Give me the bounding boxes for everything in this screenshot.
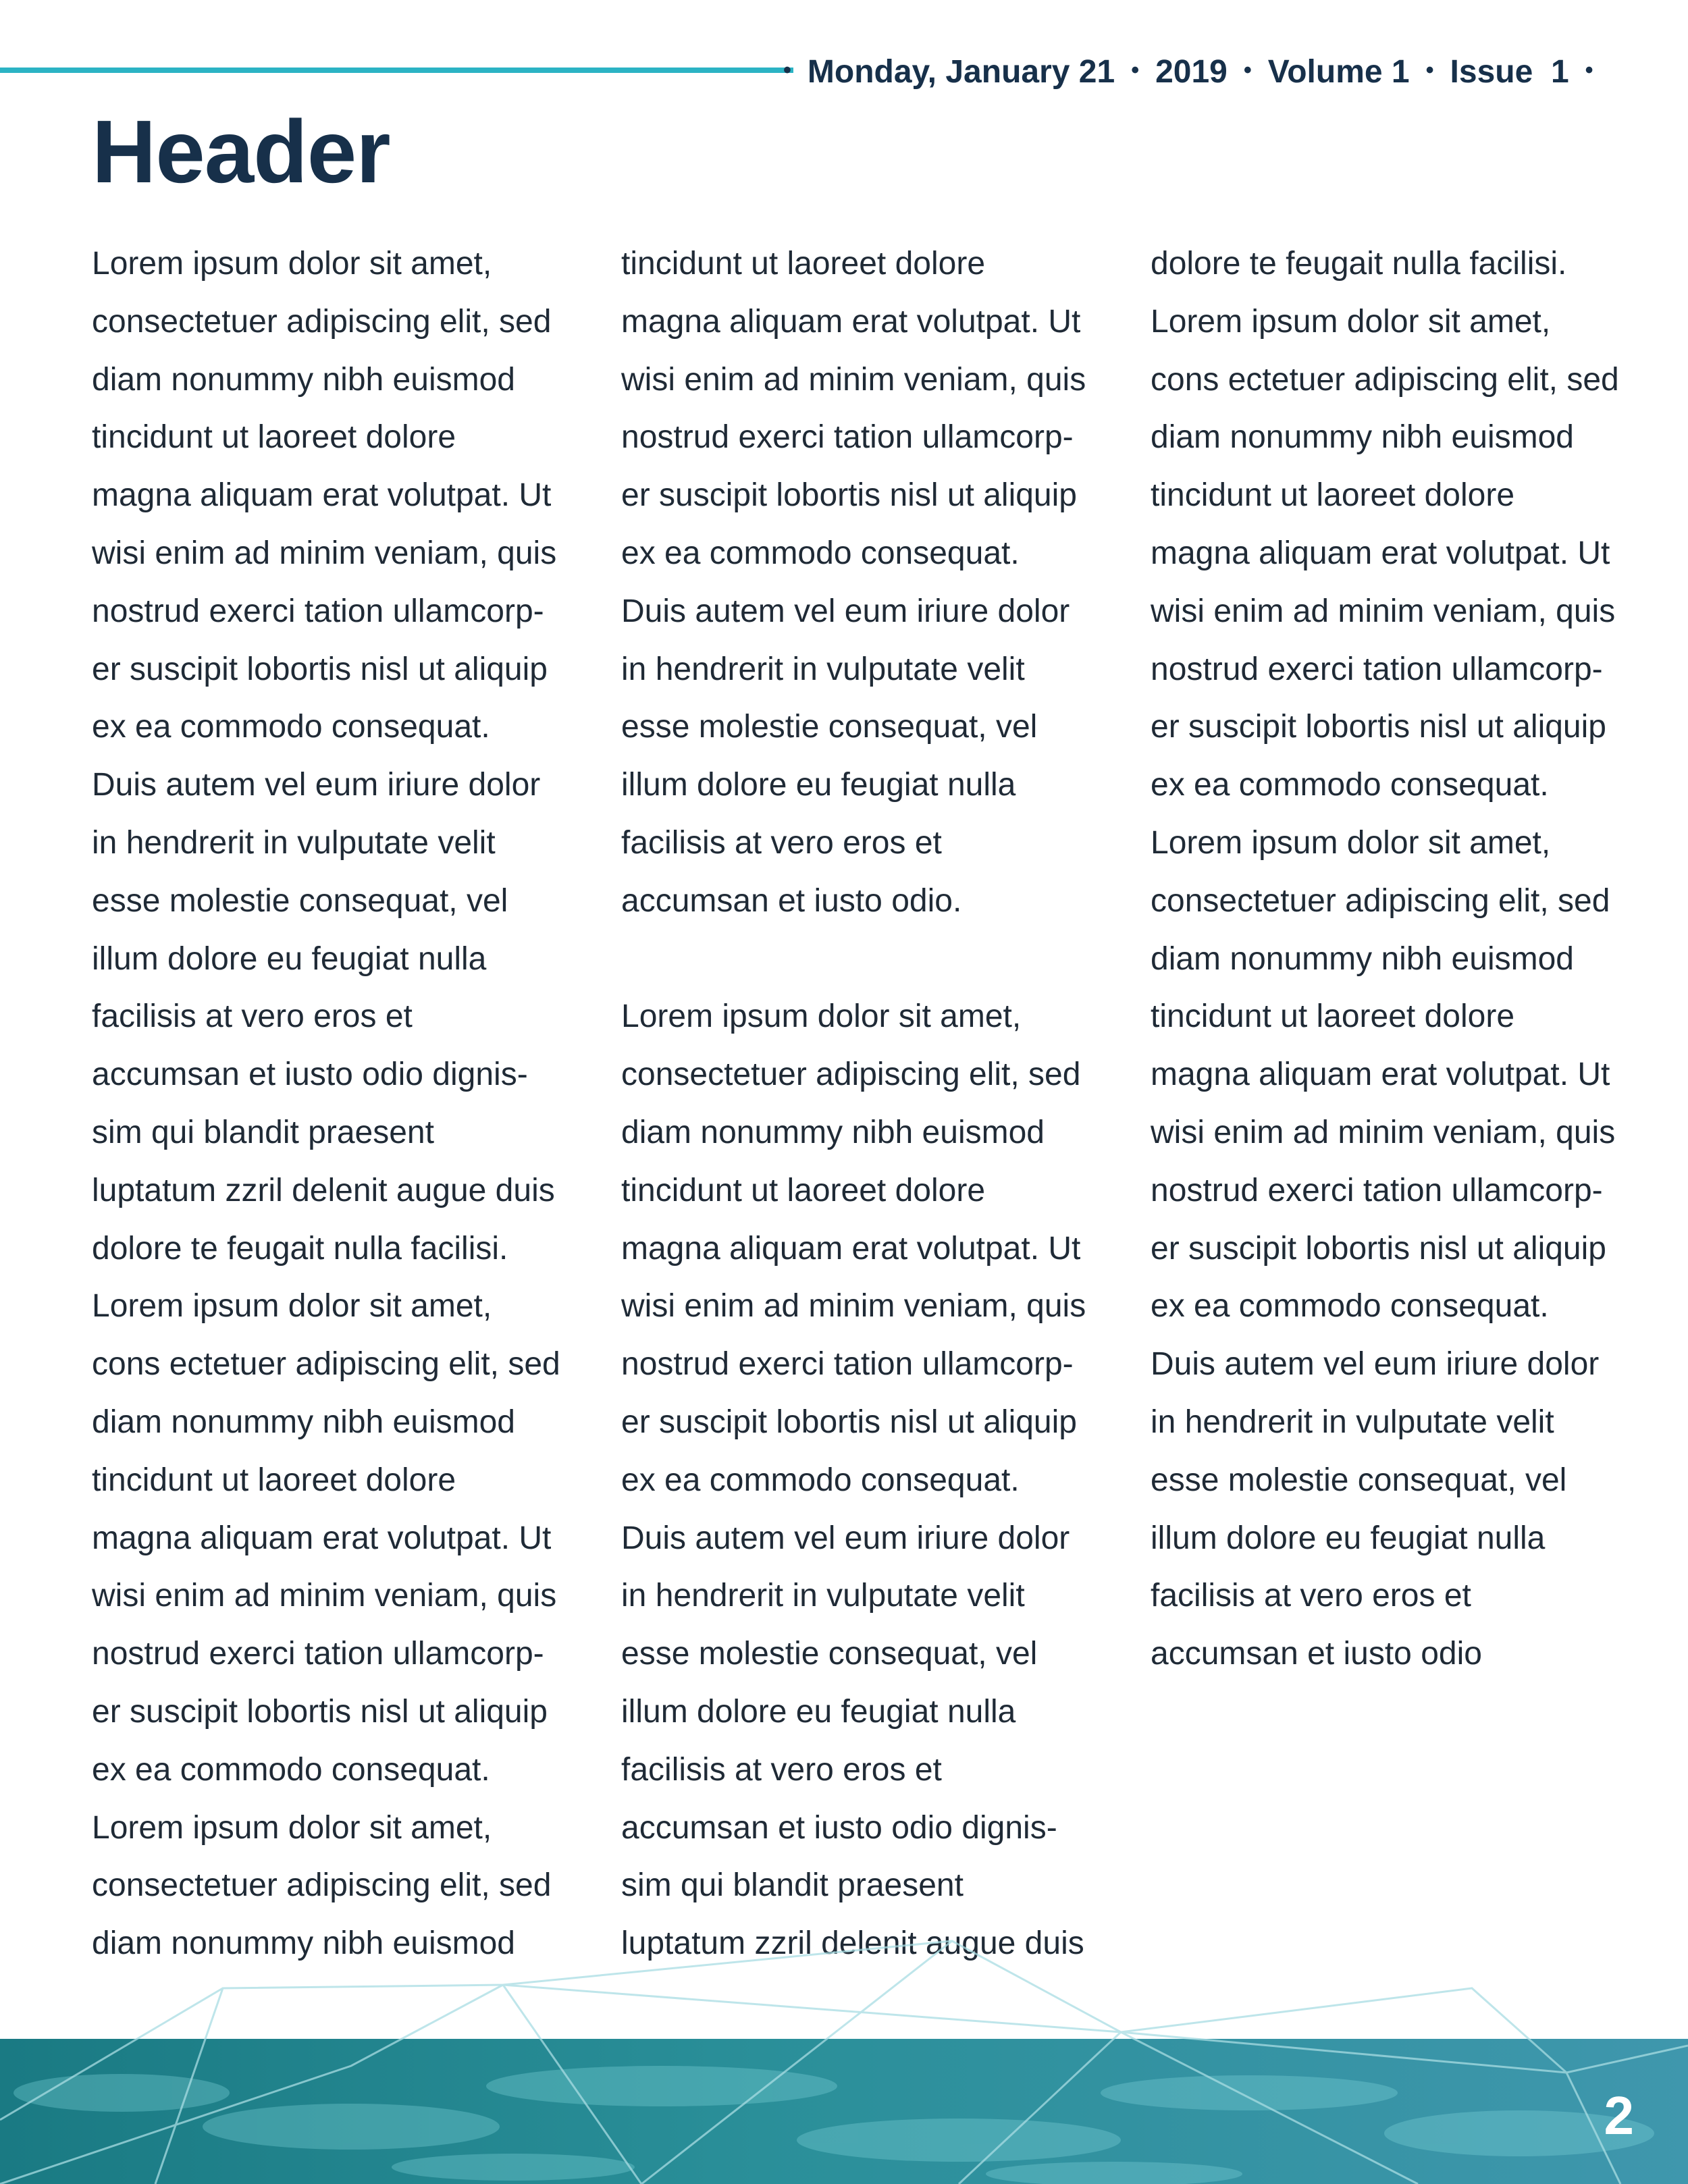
body-text-line: wisi enim ad minim veniam, quis: [92, 1578, 557, 1614]
body-text-line: tincidunt ut laoreet dolore: [621, 246, 986, 282]
body-text-line: dolore te feugait nulla facilisi.: [92, 1230, 508, 1267]
body-text-line: tincidunt ut laoreet dolore: [92, 419, 456, 456]
body-text-line: diam nonummy nibh euismod: [1151, 940, 1574, 977]
body-text-line: Lorem ipsum dolor sit amet,: [621, 998, 1022, 1035]
body-text-line: Duis autem vel eum iriure dolor: [92, 767, 541, 803]
body-text-line: ex ea commodo consequat.: [1151, 767, 1549, 803]
body-text-line: facilisis at vero eros et: [621, 1751, 942, 1788]
body-text-line: in hendrerit in vulputate velit: [92, 824, 496, 861]
body-text-line: wisi enim ad minim veniam, quis: [1151, 1114, 1616, 1150]
body-text-line: tincidunt ut laoreet dolore: [1151, 998, 1515, 1035]
body-text-line: er suscipit lobortis nisl ut aliquip: [621, 477, 1077, 514]
body-text-line: diam nonummy nibh euismod: [92, 1404, 515, 1440]
body-text-line: nostrud exerci tation ullamcorp-: [621, 1346, 1074, 1383]
body-text-line: accumsan et iusto odio: [1151, 1636, 1482, 1672]
body-text-line: accumsan et iusto odio dignis-: [621, 1809, 1057, 1846]
bullet-separator: •: [1243, 57, 1252, 83]
text-column-3: [1151, 235, 1650, 1683]
body-text-line: luptatum zzril delenit augue duis: [92, 1172, 555, 1208]
body-text-line: illum dolore eu feugiat nulla: [1151, 1520, 1546, 1556]
issue-year: 2019: [1155, 53, 1228, 90]
body-text-line: diam nonummy nibh euismod: [621, 1114, 1045, 1150]
body-text-line: ex ea commodo consequat.: [1151, 1288, 1549, 1325]
body-text-line: consectetuer adipiscing elit, sed: [92, 1867, 552, 1904]
body-text-line: wisi enim ad minim veniam, quis: [621, 361, 1086, 398]
bullet-separator: •: [783, 57, 791, 83]
body-text-line: facilisis at vero eros et: [92, 998, 413, 1035]
body-text-line: ex ea commodo consequat.: [92, 709, 490, 745]
body-text-line: magna aliquam erat volutpat. Ut: [1151, 535, 1610, 571]
body-text-line: tincidunt ut laoreet dolore: [1151, 477, 1515, 514]
bullet-separator: •: [1425, 57, 1434, 83]
body-text-line: diam nonummy nibh euismod: [92, 1925, 515, 1962]
body-text-line: in hendrerit in vulputate velit: [621, 651, 1025, 687]
body-text-line: er suscipit lobortis nisl ut aliquip: [1151, 709, 1606, 745]
body-text-line: nostrud exerci tation ullamcorp-: [92, 593, 544, 629]
body-text-line: consectetuer adipiscing elit, sed: [92, 303, 552, 340]
bullet-separator: •: [1585, 57, 1593, 83]
body-text-line: er suscipit lobortis nisl ut aliquip: [621, 1404, 1077, 1440]
body-text-line: Lorem ipsum dolor sit amet,: [1151, 824, 1551, 861]
body-text-line: sim qui blandit praesent: [621, 1867, 964, 1904]
body-text-line: esse molestie consequat, vel: [621, 1636, 1038, 1672]
body-text-line: magna aliquam erat volutpat. Ut: [92, 1520, 552, 1556]
header-accent-rule: [0, 68, 793, 73]
body-text-line: Lorem ipsum dolor sit amet,: [92, 1288, 492, 1325]
body-text-line: illum dolore eu feugiat nulla: [621, 1693, 1016, 1730]
bullet-separator: •: [1131, 57, 1140, 83]
issue-date: Monday, January 21: [807, 53, 1115, 90]
issue-number: Issue 1: [1450, 53, 1569, 90]
body-text-line: esse molestie consequat, vel: [92, 882, 508, 919]
body-text-line: nostrud exerci tation ullamcorp-: [1151, 651, 1603, 687]
body-text-line: luptatum zzril delenit augue duis: [621, 1925, 1084, 1962]
body-text-line: illum dolore eu feugiat nulla: [92, 940, 487, 977]
body-text-line: ex ea commodo consequat.: [621, 1462, 1020, 1498]
body-text-line: Duis autem vel eum iriure dolor: [621, 1520, 1070, 1556]
text-column-2: [621, 235, 1121, 1973]
body-text-line: magna aliquam erat volutpat. Ut: [621, 303, 1081, 340]
body-text-line: er suscipit lobortis nisl ut aliquip: [1151, 1230, 1606, 1267]
body-text-line: facilisis at vero eros et: [1151, 1578, 1471, 1614]
body-text-line: facilisis at vero eros et: [621, 824, 942, 861]
body-text-line: consectetuer adipiscing elit, sed: [1151, 882, 1610, 919]
page-number: 2: [1604, 2085, 1634, 2146]
body-text-line: Lorem ipsum dolor sit amet,: [92, 246, 492, 282]
body-text-line: [621, 930, 1121, 988]
body-text-line: nostrud exerci tation ullamcorp-: [621, 419, 1074, 456]
body-text-line: cons ectetuer adipiscing elit, sed: [1151, 361, 1619, 398]
body-text-line: tincidunt ut laoreet dolore: [92, 1462, 456, 1498]
body-text-line: wisi enim ad minim veniam, quis: [1151, 593, 1616, 629]
body-text-line: Lorem ipsum dolor sit amet,: [1151, 303, 1551, 340]
body-text-line: ex ea commodo consequat.: [92, 1751, 490, 1788]
body-text-line: in hendrerit in vulputate velit: [621, 1578, 1025, 1614]
body-text-line: dolore te feugait nulla facilisi.: [1151, 246, 1567, 282]
body-text-line: diam nonummy nibh euismod: [92, 361, 515, 398]
body-text-line: magna aliquam erat volutpat. Ut: [621, 1230, 1081, 1267]
body-text-line: cons ectetuer adipiscing elit, sed: [92, 1346, 560, 1383]
body-text-line: Duis autem vel eum iriure dolor: [621, 593, 1070, 629]
text-column-1: [92, 235, 591, 1973]
body-text-line: er suscipit lobortis nisl ut aliquip: [92, 1693, 548, 1730]
body-text-line: magna aliquam erat volutpat. Ut: [92, 477, 552, 514]
body-text-line: consectetuer adipiscing elit, sed: [621, 1057, 1081, 1093]
issue-info-bar: [783, 50, 1661, 93]
body-text-line: nostrud exerci tation ullamcorp-: [1151, 1172, 1603, 1208]
footer-banner: [0, 1890, 1688, 2184]
body-text-line: Lorem ipsum dolor sit amet,: [92, 1809, 492, 1846]
body-text-line: wisi enim ad minim veniam, quis: [621, 1288, 1086, 1325]
body-text-line: esse molestie consequat, vel: [621, 709, 1038, 745]
body-text-line: er suscipit lobortis nisl ut aliquip: [92, 651, 548, 687]
body-text-line: illum dolore eu feugiat nulla: [621, 767, 1016, 803]
body-text-line: esse molestie consequat, vel: [1151, 1462, 1567, 1498]
body-text-line: ex ea commodo consequat.: [621, 535, 1020, 571]
body-text-line: wisi enim ad minim veniam, quis: [92, 535, 557, 571]
body-text-line: accumsan et iusto odio.: [621, 882, 962, 919]
body-text-line: nostrud exerci tation ullamcorp-: [92, 1636, 544, 1672]
body-text-line: in hendrerit in vulputate velit: [1151, 1404, 1554, 1440]
page-title: Header: [92, 102, 390, 201]
issue-volume: Volume 1: [1267, 53, 1410, 90]
body-text-line: tincidunt ut laoreet dolore: [621, 1172, 986, 1208]
body-text-line: magna aliquam erat volutpat. Ut: [1151, 1057, 1610, 1093]
body-text-line: diam nonummy nibh euismod: [1151, 419, 1574, 456]
body-text-line: Duis autem vel eum iriure dolor: [1151, 1346, 1600, 1383]
body-text-line: sim qui blandit praesent: [92, 1114, 434, 1150]
body-text-line: accumsan et iusto odio dignis-: [92, 1057, 528, 1093]
